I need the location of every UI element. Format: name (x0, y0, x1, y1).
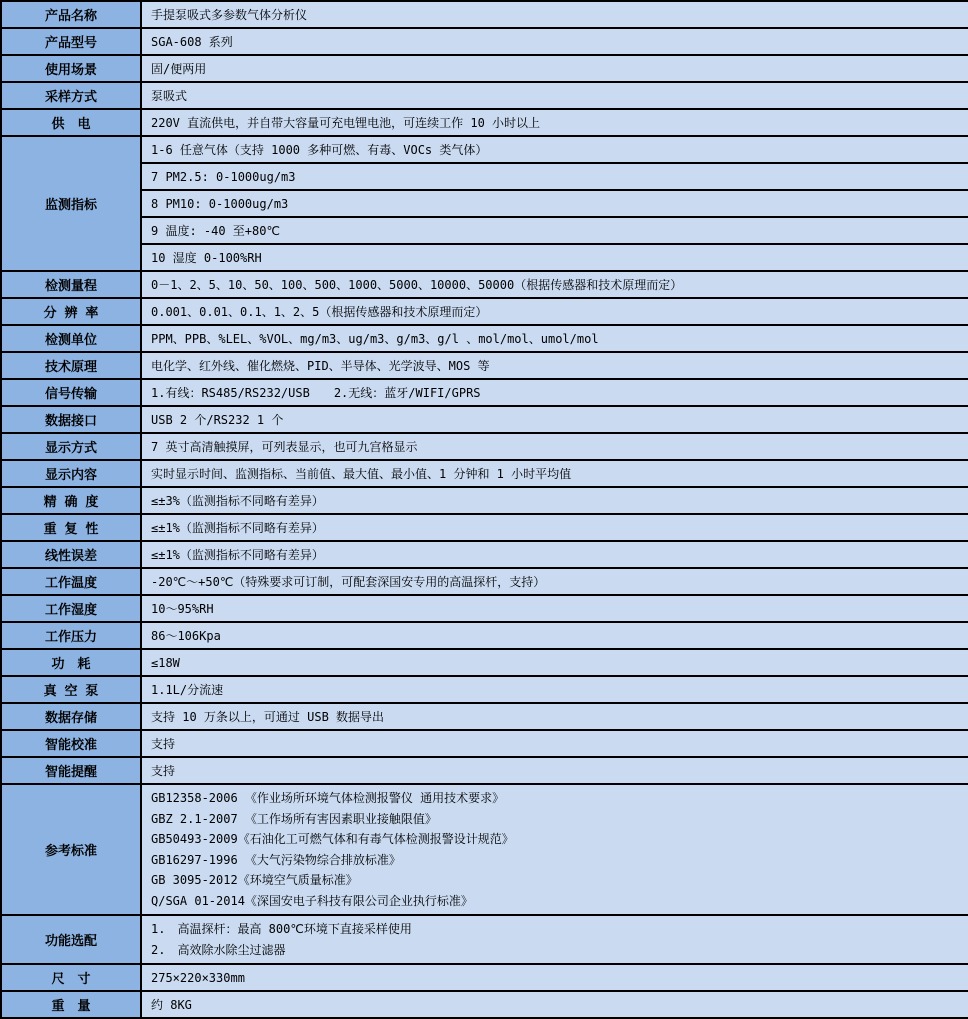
spec-label: 信号传输 (1, 379, 141, 406)
spec-label: 产品名称 (1, 1, 141, 28)
spec-value: 电化学、红外线、催化燃烧、PID、半导体、光学波导、MOS 等 (141, 352, 968, 379)
table-row (1, 757, 968, 784)
spec-label: 使用场景 (1, 55, 141, 82)
spec-value: 0.001、0.01、0.1、1、2、5（根据传感器和技术原理而定） (141, 298, 968, 325)
spec-label: 重 量 (1, 991, 141, 1018)
spec-value-line: GB12358-2006 《作业场所环境气体检测报警仪 通用技术要求》 (151, 791, 505, 805)
table-row (1, 298, 968, 325)
spec-label: 供 电 (1, 109, 141, 136)
spec-value: -20℃～+50℃（特殊要求可订制，可配套深国安专用的高温探杆，支持） (141, 568, 968, 595)
table-row (1, 568, 968, 595)
spec-value: ≤±3%（监测指标不同略有差异） (141, 487, 968, 514)
spec-label: 工作压力 (1, 622, 141, 649)
spec-value: 1.有线：RS485/RS232/USB 2.无线：蓝牙/WIFI/GPRS (141, 379, 968, 406)
table-row (1, 271, 968, 298)
spec-value-line: GB16297-1996 《大气污染物综合排放标准》 (151, 852, 401, 867)
table-row (1, 991, 968, 1018)
spec-value: 220V 直流供电，并自带大容量可充电锂电池，可连续工作 10 小时以上 (141, 109, 968, 136)
spec-value-line: 1. 高温探杆：最高 800℃环境下直接采样使用 (151, 922, 412, 936)
spec-value: USB 2 个/RS232 1 个 (141, 406, 968, 433)
spec-label: 检测量程 (1, 271, 141, 298)
spec-label: 线性误差 (1, 541, 141, 568)
table-row (1, 622, 968, 649)
spec-value: 86～106Kpa (141, 622, 968, 649)
table-row (1, 109, 968, 136)
table-row (1, 460, 968, 487)
spec-value: 泵吸式 (141, 82, 968, 109)
table-row (1, 595, 968, 622)
table-row (1, 703, 968, 730)
spec-label: 工作温度 (1, 568, 141, 595)
spec-label: 重 复 性 (1, 514, 141, 541)
spec-value: PPM、PPB、%LEL、%VOL、mg/m3、ug/m3、g/m3、g/l 、mol/mol、umol/mol (141, 325, 968, 352)
spec-value: ≤18W (141, 649, 968, 676)
spec-value: 275×220×330mm (141, 964, 968, 991)
spec-value: 1-6 任意气体（支持 1000 多种可燃、有毒、VOCs 类气体） (141, 136, 968, 163)
spec-value: 支持 (141, 757, 968, 784)
spec-value (141, 915, 968, 964)
spec-label: 技术原理 (1, 352, 141, 379)
table-row (1, 28, 968, 55)
table-row (1, 325, 968, 352)
spec-value: ≤±1%（监测指标不同略有差异） (141, 514, 968, 541)
table-row (1, 1, 968, 28)
table-row (1, 676, 968, 703)
table-row (1, 406, 968, 433)
table-row (1, 244, 968, 271)
spec-value: 0－1、2、5、10、50、100、500、1000、5000、10000、50000（根据传感器和技术原理而定） (141, 271, 968, 298)
spec-label: 工作湿度 (1, 595, 141, 622)
spec-value-line: 2. 高效除水除尘过滤器 (151, 942, 286, 957)
spec-value: 1.1L/分流速 (141, 676, 968, 703)
spec-label: 精 确 度 (1, 487, 141, 514)
table-row (1, 55, 968, 82)
spec-label: 显示内容 (1, 460, 141, 487)
spec-value: 约 8KG (141, 991, 968, 1018)
table-row (1, 433, 968, 460)
spec-value: ≤±1%（监测指标不同略有差异） (141, 541, 968, 568)
spec-value-line: Q/SGA 01-2014《深国安电子科技有限公司企业执行标准》 (151, 893, 473, 908)
spec-value: 10 湿度 0-100%RH (141, 244, 968, 271)
table-row (1, 649, 968, 676)
spec-value: 支持 10 万条以上，可通过 USB 数据导出 (141, 703, 968, 730)
table-row (1, 915, 968, 964)
spec-label: 数据存储 (1, 703, 141, 730)
spec-value-line: GBZ 2.1-2007 《工作场所有害因素职业接触限值》 (151, 811, 437, 826)
spec-value: 手提泵吸式多参数气体分析仪 (141, 1, 968, 28)
table-row (1, 190, 968, 217)
spec-label: 功 耗 (1, 649, 141, 676)
table-row (1, 487, 968, 514)
spec-value-line: GB50493-2009《石油化工可燃气体和有毒气体检测报警设计规范》 (151, 832, 514, 846)
table-row (1, 352, 968, 379)
spec-value: 7 PM2.5: 0-1000ug/m3 (141, 163, 968, 190)
table-row (1, 82, 968, 109)
spec-label: 采样方式 (1, 82, 141, 109)
spec-label: 监测指标 (1, 136, 141, 271)
spec-value: 支持 (141, 730, 968, 757)
spec-label: 尺 寸 (1, 964, 141, 991)
spec-label: 检测单位 (1, 325, 141, 352)
spec-value: 9 温度: -40 至+80℃ (141, 217, 968, 244)
spec-label: 显示方式 (1, 433, 141, 460)
spec-value: 实时显示时间、监测指标、当前值、最大值、最小值、1 分钟和 1 小时平均值 (141, 460, 968, 487)
table-row (1, 964, 968, 991)
spec-label: 分 辨 率 (1, 298, 141, 325)
spec-label: 真 空 泵 (1, 676, 141, 703)
table-row (1, 163, 968, 190)
spec-label: 参考标准 (1, 784, 141, 915)
spec-label: 产品型号 (1, 28, 141, 55)
table-row (1, 217, 968, 244)
spec-value: 10～95%RH (141, 595, 968, 622)
table-row (1, 730, 968, 757)
spec-label: 功能选配 (1, 915, 141, 964)
spec-value: 7 英寸高清触摸屏，可列表显示，也可九宫格显示 (141, 433, 968, 460)
spec-value: 固/便两用 (141, 55, 968, 82)
spec-label: 数据接口 (1, 406, 141, 433)
table-row (1, 541, 968, 568)
spec-label: 智能校准 (1, 730, 141, 757)
table-row (1, 784, 968, 915)
spec-label: 智能提醒 (1, 757, 141, 784)
table-row (1, 514, 968, 541)
spec-value: 8 PM10: 0-1000ug/m3 (141, 190, 968, 217)
spec-value: SGA-608 系列 (141, 28, 968, 55)
spec-value (141, 784, 968, 915)
table-row (1, 379, 968, 406)
spec-value-line: GB 3095-2012《环境空气质量标准》 (151, 873, 358, 887)
table-row (1, 136, 968, 163)
